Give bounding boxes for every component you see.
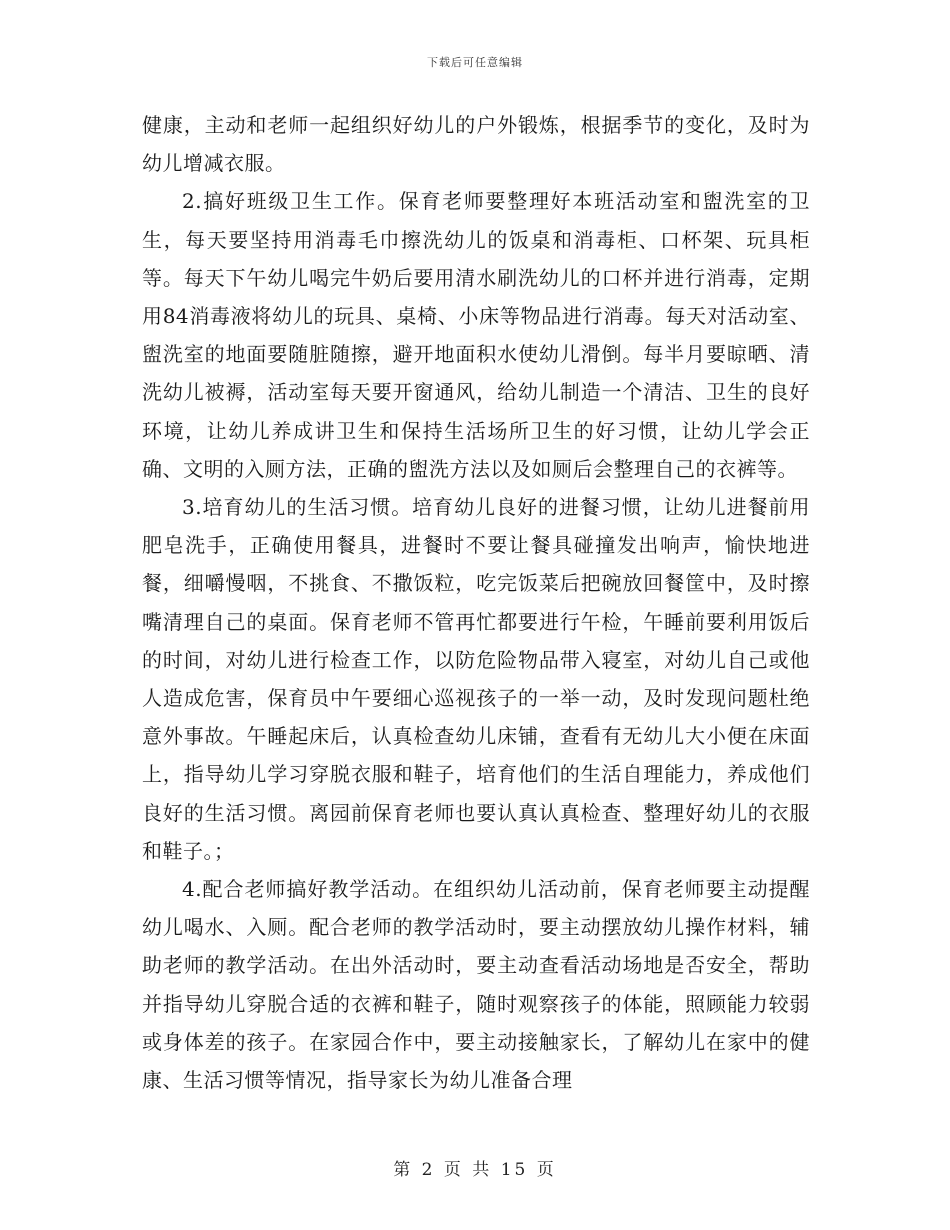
header-note: 下载后可任意编辑 [427,56,523,69]
paragraph-continuation: 健康，主动和老师一起组织好幼儿的户外锻炼，根据季节的变化，及时为幼儿增减衣服。 [142,113,810,176]
page-number-footer: 第 2 页 共 15 页 [393,1160,557,1180]
paragraph-hygiene: 2.搞好班级卫生工作。保育老师要整理好本班活动室和盥洗室的卫生，每天要坚持用消毒毛巾擦洗幼儿的饭桌和消毒柜、口杯架、玩具柜等。每天下午幼儿喝完牛奶后要用清水刷洗幼儿的口杯并进行消毒，定期用84消毒液将幼儿的玩具、桌椅、小床等物品进行消毒。每天对活动室、盥洗室的地面要随脏随擦，避开地面积水使幼儿滑倒。每半月要晾晒、清洗幼儿被褥，活动室每天要开窗通风，给幼儿制造一个清洁、卫生的良好环境，让幼儿养成讲卫生和保持生活场所卫生的好习惯，让幼儿学会正确、文明的入厕方法，正确的盥洗方法以及如厕后会整理自己的衣裤等。 [142,189,810,481]
document-body [142,106,810,1099]
paragraph-living-habits: 3.培育幼儿的生活习惯。培育幼儿良好的进餐习惯，让幼儿进餐前用肥皂洗手，正确使用餐具，进餐时不要让餐具碰撞发出响声，愉快地进餐，细嚼慢咽，不挑食、不撒饭粒，吃完饭菜后把碗放回餐筐中，及时擦嘴清理自己的桌面。保育老师不管再忙都要进行午检，午睡前要利用饭后的时间，对幼儿进行检查工作，以防危险物品带入寝室，对幼儿自己或他人造成危害，保育员中午要细心巡视孩子的一举一动，及时发现问题杜绝意外事故。午睡起床后，认真检查幼儿床铺，查看有无幼儿大小便在床面上，指导幼儿学习穿脱衣服和鞋子，培育他们的生活自理能力，养成他们良好的生活习惯。离园前保育老师也要认真认真检查、整理好幼儿的衣服和鞋子。； [142,495,810,863]
paragraph-teaching-support: 4.配合老师搞好教学活动。在组织幼儿活动前，保育老师要主动提醒幼儿喝水、入厕。配合老师的教学活动时，要主动摆放幼儿操作材料，辅助老师的教学活动。在出外活动时，要主动查看活动场地是否安全，帮助并指导幼儿穿脱合适的衣裤和鞋子，随时观察孩子的体能，照顾能力较弱或身体差的孩子。在家园合作中，要主动接触家长，了解幼儿在家中的健康、生活习惯等情况，指导家长为幼儿准备合理 [142,877,810,1093]
